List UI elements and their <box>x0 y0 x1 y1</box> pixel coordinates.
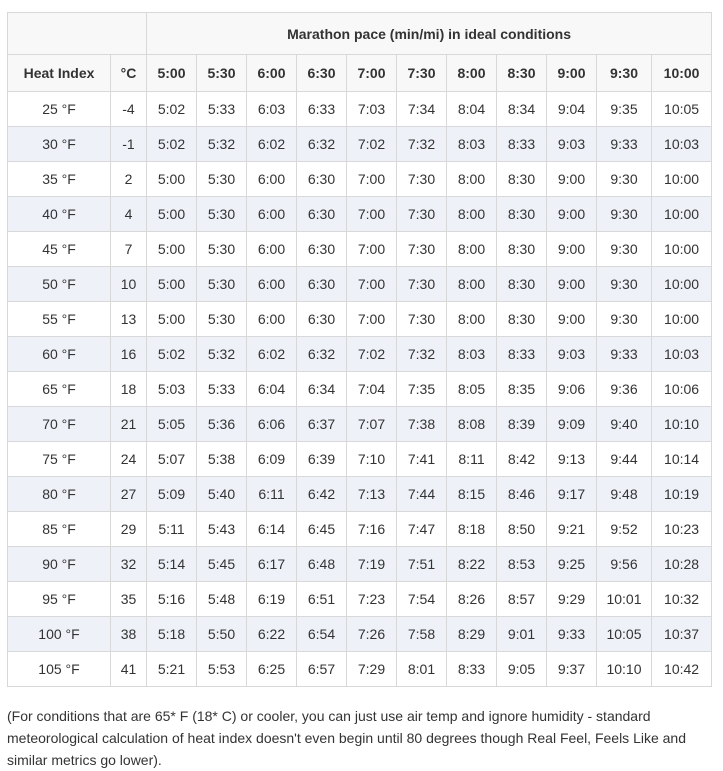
celsius-cell: 24 <box>111 442 147 477</box>
pace-cell: 5:00 <box>147 162 197 197</box>
pace-cell: 10:42 <box>652 652 712 687</box>
heat-index-cell: 35 °F <box>8 162 111 197</box>
pace-cell: 10:28 <box>652 547 712 582</box>
pace-cell: 7:29 <box>347 652 397 687</box>
pace-cell: 5:48 <box>197 582 247 617</box>
pace-cell: 5:14 <box>147 547 197 582</box>
heat-index-cell: 90 °F <box>8 547 111 582</box>
pace-cell: 7:32 <box>397 127 447 162</box>
heat-index-cell: 45 °F <box>8 232 111 267</box>
pace-cell: 7:54 <box>397 582 447 617</box>
pace-cell: 9:21 <box>547 512 597 547</box>
table-row <box>8 337 712 372</box>
pace-cell: 5:32 <box>197 127 247 162</box>
pace-cell: 9:29 <box>547 582 597 617</box>
group-header: Marathon pace (min/mi) in ideal conditions <box>147 13 712 55</box>
table-row <box>8 652 712 687</box>
pace-cell: 7:34 <box>397 92 447 127</box>
pace-cell: 9:05 <box>497 652 547 687</box>
celsius-cell: 4 <box>111 197 147 232</box>
pace-cell: 5:02 <box>147 92 197 127</box>
pace-cell: 5:43 <box>197 512 247 547</box>
table-row <box>8 617 712 652</box>
pace-cell: 8:30 <box>497 232 547 267</box>
heat-index-cell: 70 °F <box>8 407 111 442</box>
pace-cell: 5:30 <box>197 302 247 337</box>
pace-cell: 5:40 <box>197 477 247 512</box>
pace-cell: 9:01 <box>497 617 547 652</box>
heat-index-cell: 80 °F <box>8 477 111 512</box>
pace-cell: 7:00 <box>347 162 397 197</box>
celsius-cell: 32 <box>111 547 147 582</box>
heat-index-cell: 50 °F <box>8 267 111 302</box>
pace-cell: 6:22 <box>247 617 297 652</box>
pace-cell: 7:58 <box>397 617 447 652</box>
pace-cell: 6:32 <box>297 127 347 162</box>
col-header-heat-index: Heat Index <box>8 55 111 92</box>
celsius-cell: 10 <box>111 267 147 302</box>
pace-cell: 6:19 <box>247 582 297 617</box>
pace-cell: 9:37 <box>547 652 597 687</box>
col-header-pace: 10:00 <box>652 55 712 92</box>
pace-cell: 7:38 <box>397 407 447 442</box>
pace-cell: 5:33 <box>197 372 247 407</box>
pace-cell: 6:25 <box>247 652 297 687</box>
pace-cell: 7:26 <box>347 617 397 652</box>
header-corner-cell <box>8 13 147 55</box>
pace-cell: 7:30 <box>397 162 447 197</box>
pace-cell: 7:02 <box>347 337 397 372</box>
table-row <box>8 302 712 337</box>
pace-cell: 5:38 <box>197 442 247 477</box>
pace-cell: 8:33 <box>497 127 547 162</box>
pace-cell: 5:03 <box>147 372 197 407</box>
table-row <box>8 582 712 617</box>
table-header <box>8 13 712 92</box>
pace-cell: 7:47 <box>397 512 447 547</box>
pace-cell: 9:03 <box>547 337 597 372</box>
pace-cell: 9:30 <box>597 197 652 232</box>
pace-cell: 7:32 <box>397 337 447 372</box>
pace-cell: 8:05 <box>447 372 497 407</box>
pace-cell: 8:03 <box>447 337 497 372</box>
celsius-cell: 35 <box>111 582 147 617</box>
pace-cell: 7:04 <box>347 372 397 407</box>
header-row-columns <box>8 55 712 92</box>
heat-index-cell: 85 °F <box>8 512 111 547</box>
pace-cell: 8:08 <box>447 407 497 442</box>
pace-cell: 6:48 <box>297 547 347 582</box>
col-header-pace: 6:00 <box>247 55 297 92</box>
heat-index-cell: 55 °F <box>8 302 111 337</box>
pace-cell: 5:02 <box>147 127 197 162</box>
pace-cell: 9:44 <box>597 442 652 477</box>
pace-cell: 5:05 <box>147 407 197 442</box>
heat-index-cell: 25 °F <box>8 92 111 127</box>
pace-cell: 5:32 <box>197 337 247 372</box>
pace-cell: 7:10 <box>347 442 397 477</box>
pace-cell: 6:00 <box>247 267 297 302</box>
pace-cell: 8:11 <box>447 442 497 477</box>
pace-cell: 6:14 <box>247 512 297 547</box>
pace-cell: 8:33 <box>447 652 497 687</box>
pace-cell: 7:30 <box>397 302 447 337</box>
celsius-cell: 29 <box>111 512 147 547</box>
pace-cell: 7:30 <box>397 197 447 232</box>
pace-cell: 7:41 <box>397 442 447 477</box>
pace-cell: 10:19 <box>652 477 712 512</box>
pace-cell: 9:30 <box>597 162 652 197</box>
pace-cell: 6:57 <box>297 652 347 687</box>
pace-cell: 6:39 <box>297 442 347 477</box>
pace-cell: 9:00 <box>547 267 597 302</box>
pace-cell: 9:30 <box>597 232 652 267</box>
heat-index-cell: 60 °F <box>8 337 111 372</box>
heat-index-cell: 105 °F <box>8 652 111 687</box>
heat-index-cell: 30 °F <box>8 127 111 162</box>
col-header-pace: 9:30 <box>597 55 652 92</box>
pace-cell: 6:33 <box>297 92 347 127</box>
pace-cell: 5:53 <box>197 652 247 687</box>
celsius-cell: 18 <box>111 372 147 407</box>
heat-index-cell: 75 °F <box>8 442 111 477</box>
pace-cell: 5:36 <box>197 407 247 442</box>
pace-cell: 10:14 <box>652 442 712 477</box>
header-row-group <box>8 13 712 55</box>
pace-cell: 6:54 <box>297 617 347 652</box>
pace-cell: 8:30 <box>497 197 547 232</box>
pace-cell: 7:30 <box>397 232 447 267</box>
pace-cell: 9:35 <box>597 92 652 127</box>
pace-cell: 9:03 <box>547 127 597 162</box>
pace-cell: 7:00 <box>347 197 397 232</box>
table-row <box>8 477 712 512</box>
pace-cell: 7:16 <box>347 512 397 547</box>
celsius-cell: 2 <box>111 162 147 197</box>
pace-cell: 9:13 <box>547 442 597 477</box>
col-header-pace: 5:00 <box>147 55 197 92</box>
pace-cell: 8:33 <box>497 337 547 372</box>
pace-cell: 9:56 <box>597 547 652 582</box>
pace-cell: 5:21 <box>147 652 197 687</box>
pace-cell: 10:00 <box>652 267 712 302</box>
pace-cell: 10:00 <box>652 162 712 197</box>
heat-index-cell: 65 °F <box>8 372 111 407</box>
pace-cell: 5:00 <box>147 197 197 232</box>
pace-cell: 6:02 <box>247 337 297 372</box>
pace-cell: 7:51 <box>397 547 447 582</box>
pace-cell: 9:04 <box>547 92 597 127</box>
col-header-pace: 6:30 <box>297 55 347 92</box>
table-row <box>8 92 712 127</box>
pace-cell: 6:37 <box>297 407 347 442</box>
pace-cell: 9:52 <box>597 512 652 547</box>
pace-cell: 5:09 <box>147 477 197 512</box>
pace-cell: 8:29 <box>447 617 497 652</box>
pace-cell: 10:10 <box>597 652 652 687</box>
pace-cell: 8:04 <box>447 92 497 127</box>
pace-cell: 8:15 <box>447 477 497 512</box>
footnote: (For conditions that are 65* F (18* C) or cooler, you can just use air temp and ignore humidity - standard meteorological calculation of heat index doesn't even begin until 80 degrees though Real Feel, Feels Like and similar metrics go lower). <box>7 708 687 768</box>
pace-cell: 9:25 <box>547 547 597 582</box>
pace-cell: 8:39 <box>497 407 547 442</box>
pace-cell: 8:00 <box>447 232 497 267</box>
pace-cell: 6:34 <box>297 372 347 407</box>
pace-cell: 10:03 <box>652 337 712 372</box>
pace-cell: 9:40 <box>597 407 652 442</box>
pace-cell: 7:35 <box>397 372 447 407</box>
pace-cell: 5:30 <box>197 162 247 197</box>
pace-cell: 5:30 <box>197 267 247 302</box>
pace-cell: 10:00 <box>652 302 712 337</box>
pace-cell: 5:00 <box>147 267 197 302</box>
pace-cell: 5:50 <box>197 617 247 652</box>
pace-cell: 8:22 <box>447 547 497 582</box>
pace-cell: 6:03 <box>247 92 297 127</box>
pace-cell: 6:00 <box>247 232 297 267</box>
pace-cell: 6:17 <box>247 547 297 582</box>
pace-cell: 9:17 <box>547 477 597 512</box>
pace-cell: 6:04 <box>247 372 297 407</box>
col-header-pace: 5:30 <box>197 55 247 92</box>
pace-cell: 5:11 <box>147 512 197 547</box>
col-header-pace: 7:30 <box>397 55 447 92</box>
pace-cell: 8:34 <box>497 92 547 127</box>
pace-cell: 5:00 <box>147 302 197 337</box>
pace-cell: 9:06 <box>547 372 597 407</box>
pace-cell: 10:10 <box>652 407 712 442</box>
table-row <box>8 197 712 232</box>
pace-cell: 7:00 <box>347 267 397 302</box>
pace-cell: 8:50 <box>497 512 547 547</box>
pace-cell: 9:00 <box>547 197 597 232</box>
celsius-cell: -4 <box>111 92 147 127</box>
pace-cell: 9:00 <box>547 302 597 337</box>
pace-cell: 5:07 <box>147 442 197 477</box>
pace-cell: 8:18 <box>447 512 497 547</box>
pace-cell: 6:02 <box>247 127 297 162</box>
table-row <box>8 547 712 582</box>
pace-cell: 10:23 <box>652 512 712 547</box>
col-header-pace: 8:30 <box>497 55 547 92</box>
pace-cell: 8:57 <box>497 582 547 617</box>
table-row <box>8 267 712 302</box>
pace-cell: 8:35 <box>497 372 547 407</box>
pace-cell: 5:30 <box>197 197 247 232</box>
pace-cell: 10:05 <box>652 92 712 127</box>
pace-cell: 5:33 <box>197 92 247 127</box>
celsius-cell: 7 <box>111 232 147 267</box>
pace-cell: 8:42 <box>497 442 547 477</box>
col-header-pace: 8:00 <box>447 55 497 92</box>
pace-cell: 6:32 <box>297 337 347 372</box>
pace-cell: 7:03 <box>347 92 397 127</box>
pace-cell: 8:46 <box>497 477 547 512</box>
table-row <box>8 407 712 442</box>
pace-cell: 6:09 <box>247 442 297 477</box>
pace-table <box>7 12 712 687</box>
pace-cell: 8:30 <box>497 267 547 302</box>
table-row <box>8 162 712 197</box>
pace-cell: 10:05 <box>597 617 652 652</box>
pace-table-container <box>7 12 711 687</box>
pace-cell: 8:00 <box>447 267 497 302</box>
pace-cell: 8:00 <box>447 197 497 232</box>
pace-cell: 6:30 <box>297 197 347 232</box>
celsius-cell: -1 <box>111 127 147 162</box>
pace-cell: 9:00 <box>547 232 597 267</box>
heat-index-cell: 100 °F <box>8 617 111 652</box>
pace-cell: 10:01 <box>597 582 652 617</box>
pace-cell: 5:16 <box>147 582 197 617</box>
pace-cell: 5:02 <box>147 337 197 372</box>
pace-cell: 10:37 <box>652 617 712 652</box>
pace-cell: 6:45 <box>297 512 347 547</box>
pace-cell: 7:44 <box>397 477 447 512</box>
table-row <box>8 372 712 407</box>
pace-cell: 9:33 <box>547 617 597 652</box>
table-body <box>8 92 712 687</box>
pace-cell: 9:48 <box>597 477 652 512</box>
celsius-cell: 41 <box>111 652 147 687</box>
table-row <box>8 127 712 162</box>
col-header-celsius: °C <box>111 55 147 92</box>
pace-cell: 7:30 <box>397 267 447 302</box>
pace-cell: 10:03 <box>652 127 712 162</box>
table-row <box>8 442 712 477</box>
pace-cell: 10:06 <box>652 372 712 407</box>
pace-cell: 6:11 <box>247 477 297 512</box>
heat-index-cell: 40 °F <box>8 197 111 232</box>
pace-cell: 7:07 <box>347 407 397 442</box>
pace-cell: 7:02 <box>347 127 397 162</box>
pace-cell: 9:36 <box>597 372 652 407</box>
pace-cell: 10:00 <box>652 197 712 232</box>
pace-cell: 6:30 <box>297 267 347 302</box>
pace-cell: 7:00 <box>347 302 397 337</box>
pace-cell: 5:30 <box>197 232 247 267</box>
pace-cell: 6:42 <box>297 477 347 512</box>
pace-cell: 9:30 <box>597 267 652 302</box>
pace-cell: 10:00 <box>652 232 712 267</box>
celsius-cell: 16 <box>111 337 147 372</box>
pace-cell: 8:26 <box>447 582 497 617</box>
pace-cell: 7:00 <box>347 232 397 267</box>
table-row <box>8 512 712 547</box>
pace-cell: 7:19 <box>347 547 397 582</box>
heat-index-cell: 95 °F <box>8 582 111 617</box>
pace-cell: 6:06 <box>247 407 297 442</box>
pace-cell: 6:00 <box>247 162 297 197</box>
pace-cell: 6:00 <box>247 302 297 337</box>
pace-cell: 9:33 <box>597 337 652 372</box>
pace-cell: 8:30 <box>497 302 547 337</box>
pace-cell: 6:00 <box>247 197 297 232</box>
celsius-cell: 21 <box>111 407 147 442</box>
pace-cell: 8:01 <box>397 652 447 687</box>
table-row <box>8 232 712 267</box>
pace-cell: 9:33 <box>597 127 652 162</box>
pace-cell: 9:00 <box>547 162 597 197</box>
celsius-cell: 27 <box>111 477 147 512</box>
pace-cell: 7:13 <box>347 477 397 512</box>
pace-cell: 10:32 <box>652 582 712 617</box>
pace-cell: 9:30 <box>597 302 652 337</box>
col-header-pace: 7:00 <box>347 55 397 92</box>
pace-cell: 5:18 <box>147 617 197 652</box>
col-header-pace: 9:00 <box>547 55 597 92</box>
pace-cell: 6:30 <box>297 302 347 337</box>
pace-cell: 6:30 <box>297 162 347 197</box>
pace-cell: 6:30 <box>297 232 347 267</box>
pace-cell: 7:23 <box>347 582 397 617</box>
pace-cell: 8:30 <box>497 162 547 197</box>
pace-cell: 8:03 <box>447 127 497 162</box>
pace-cell: 8:53 <box>497 547 547 582</box>
celsius-cell: 13 <box>111 302 147 337</box>
pace-cell: 6:51 <box>297 582 347 617</box>
pace-cell: 5:00 <box>147 232 197 267</box>
pace-cell: 8:00 <box>447 302 497 337</box>
pace-cell: 8:00 <box>447 162 497 197</box>
pace-cell: 9:09 <box>547 407 597 442</box>
pace-cell: 5:45 <box>197 547 247 582</box>
celsius-cell: 38 <box>111 617 147 652</box>
